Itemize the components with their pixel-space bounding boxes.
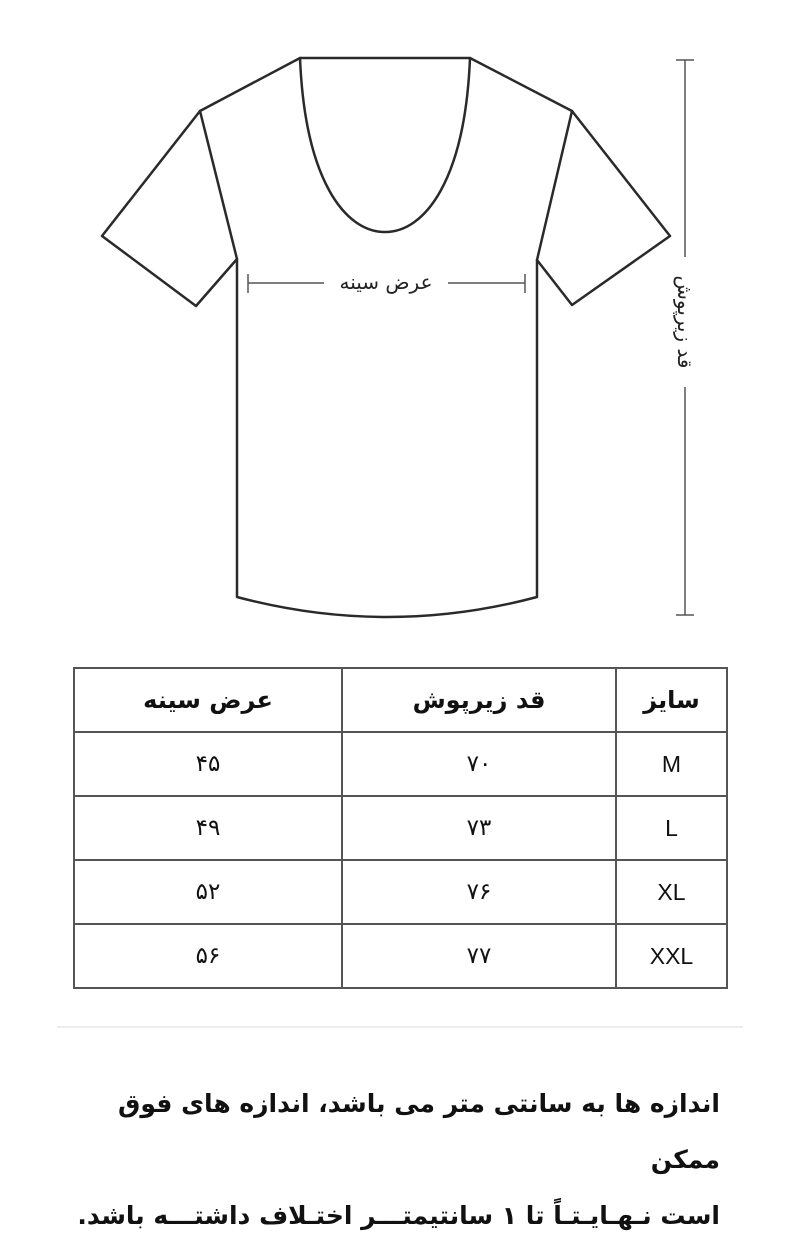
cell-size: L (616, 796, 727, 860)
divider (57, 1026, 743, 1028)
table-row (74, 860, 727, 924)
cell-length: ۷۶ (342, 860, 616, 924)
note-line-1: اندازه ها به سانتی متر می باشد، اندازه های فوق ممکن (117, 1089, 720, 1174)
table-row (74, 796, 727, 860)
size-table (73, 667, 728, 989)
header-length: قد زیرپوش (342, 668, 616, 732)
table-row (74, 924, 727, 988)
cell-chest: ۵۶ (74, 924, 342, 988)
header-size: سایز (616, 668, 727, 732)
note-line-2: است نـهـایـتـاً تا ۱ سانتیمتـــر اختـلاف داشتـــه باشد. (77, 1201, 720, 1230)
left-sleeve-seam (200, 111, 237, 259)
cell-chest: ۵۲ (74, 860, 342, 924)
tshirt-outline (102, 58, 670, 617)
length-label: قد زیرپوش (671, 257, 699, 387)
tshirt-neckline (300, 58, 470, 232)
cell-size: XL (616, 860, 727, 924)
cell-length: ۷۰ (342, 732, 616, 796)
cell-length: ۷۷ (342, 924, 616, 988)
table-row (74, 732, 727, 796)
table-header-row (74, 668, 727, 732)
cell-size: M (616, 732, 727, 796)
right-sleeve-seam (537, 111, 572, 260)
cell-length: ۷۳ (342, 796, 616, 860)
chest-width-label: عرض سینه (324, 268, 448, 296)
cell-size: XXL (616, 924, 727, 988)
header-chest: عرض سینه (74, 668, 342, 732)
size-note (60, 1076, 720, 1244)
cell-chest: ۴۵ (74, 732, 342, 796)
cell-chest: ۴۹ (74, 796, 342, 860)
